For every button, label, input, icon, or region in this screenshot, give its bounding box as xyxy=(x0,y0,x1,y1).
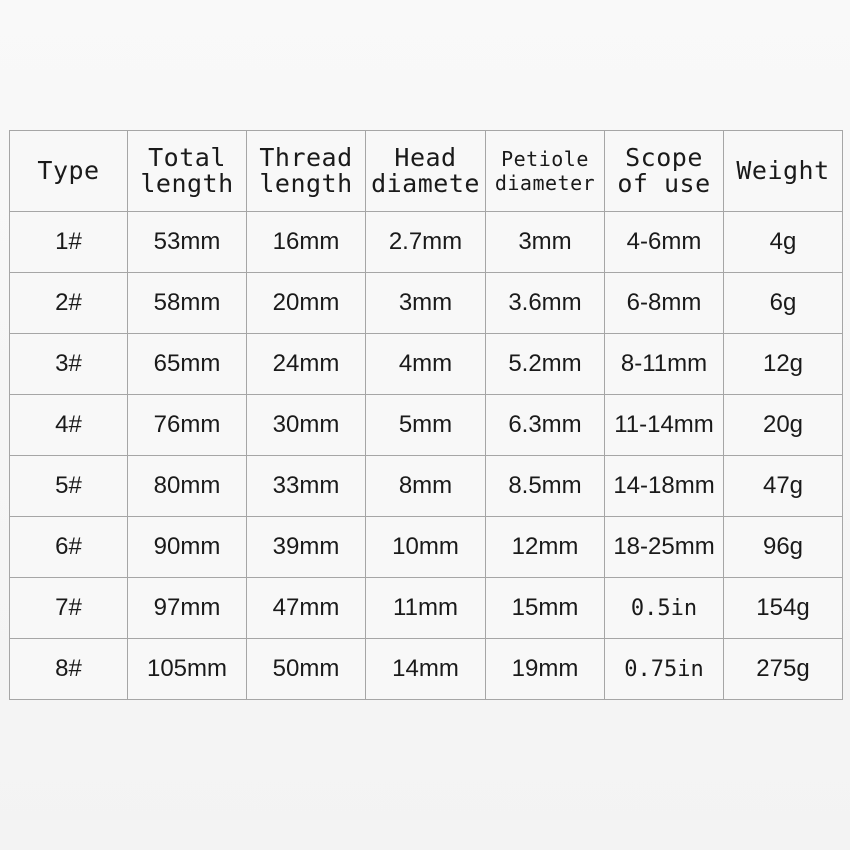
cell-petiole-diameter: 12mm xyxy=(486,517,605,578)
table-row xyxy=(10,395,843,456)
header-total-length-line-1: Total xyxy=(148,143,226,172)
cell-scope-of-use: 4-6mm xyxy=(605,212,724,273)
cell-thread-length: 39mm xyxy=(247,517,366,578)
cell-type: 3# xyxy=(10,334,128,395)
cell-thread-length: 50mm xyxy=(247,639,366,700)
cell-total-length: 97mm xyxy=(128,578,247,639)
header-weight xyxy=(724,131,843,212)
table-row xyxy=(10,456,843,517)
cell-weight: 4g xyxy=(724,212,843,273)
cell-type: 8# xyxy=(10,639,128,700)
table-row xyxy=(10,273,843,334)
cell-weight: 6g xyxy=(724,273,843,334)
cell-total-length: 58mm xyxy=(128,273,247,334)
header-total-length-line-2: length xyxy=(140,169,234,198)
cell-head-diameter: 2.7mm xyxy=(366,212,486,273)
cell-total-length: 80mm xyxy=(128,456,247,517)
cell-head-diameter: 4mm xyxy=(366,334,486,395)
header-scope-of-use-line-1: Scope xyxy=(625,143,703,172)
cell-type: 7# xyxy=(10,578,128,639)
header-petiole-diameter-line-2: diameter xyxy=(494,171,596,195)
cell-type: 6# xyxy=(10,517,128,578)
cell-scope-of-use: 18-25mm xyxy=(605,517,724,578)
spec-table xyxy=(9,130,843,700)
header-total-length xyxy=(128,131,247,212)
cell-head-diameter: 14mm xyxy=(366,639,486,700)
cell-head-diameter: 8mm xyxy=(366,456,486,517)
cell-head-diameter: 11mm xyxy=(366,578,486,639)
table-row xyxy=(10,212,843,273)
cell-thread-length: 33mm xyxy=(247,456,366,517)
cell-weight: 96g xyxy=(724,517,843,578)
cell-petiole-diameter: 19mm xyxy=(486,639,605,700)
table-row xyxy=(10,517,843,578)
cell-thread-length: 20mm xyxy=(247,273,366,334)
cell-scope-of-use: 14-18mm xyxy=(605,456,724,517)
header-thread-length xyxy=(247,131,366,212)
cell-weight: 12g xyxy=(724,334,843,395)
table-row xyxy=(10,578,843,639)
cell-weight: 154g xyxy=(724,578,843,639)
cell-scope-of-use: 0.5in xyxy=(605,578,724,639)
cell-petiole-diameter: 15mm xyxy=(486,578,605,639)
header-scope-of-use xyxy=(605,131,724,212)
cell-weight: 20g xyxy=(724,395,843,456)
cell-head-diameter: 3mm xyxy=(366,273,486,334)
cell-scope-of-use: 6-8mm xyxy=(605,273,724,334)
cell-type: 1# xyxy=(10,212,128,273)
header-petiole-diameter xyxy=(486,131,605,212)
cell-petiole-diameter: 5.2mm xyxy=(486,334,605,395)
header-type xyxy=(10,131,128,212)
header-thread-length-line-1: Thread xyxy=(259,143,353,172)
header-scope-of-use-line-2: of use xyxy=(617,169,711,198)
cell-thread-length: 24mm xyxy=(247,334,366,395)
header-row xyxy=(10,131,843,212)
cell-weight: 275g xyxy=(724,639,843,700)
cell-scope-of-use: 8-11mm xyxy=(605,334,724,395)
header-weight-label: Weight xyxy=(736,156,830,185)
header-type-label: Type xyxy=(37,156,100,185)
cell-thread-length: 30mm xyxy=(247,395,366,456)
cell-head-diameter: 10mm xyxy=(366,517,486,578)
table-row xyxy=(10,334,843,395)
header-head-diameter-line-2: diamete xyxy=(371,169,480,198)
header-petiole-diameter-line-1: Petiole xyxy=(501,147,589,171)
cell-type: 5# xyxy=(10,456,128,517)
cell-type: 4# xyxy=(10,395,128,456)
cell-petiole-diameter: 3.6mm xyxy=(486,273,605,334)
cell-petiole-diameter: 3mm xyxy=(486,212,605,273)
cell-total-length: 105mm xyxy=(128,639,247,700)
header-thread-length-line-2: length xyxy=(259,169,353,198)
cell-thread-length: 16mm xyxy=(247,212,366,273)
cell-total-length: 53mm xyxy=(128,212,247,273)
header-head-diameter xyxy=(366,131,486,212)
cell-total-length: 76mm xyxy=(128,395,247,456)
cell-scope-of-use: 11-14mm xyxy=(605,395,724,456)
cell-petiole-diameter: 8.5mm xyxy=(486,456,605,517)
cell-total-length: 90mm xyxy=(128,517,247,578)
cell-weight: 47g xyxy=(724,456,843,517)
cell-type: 2# xyxy=(10,273,128,334)
cell-thread-length: 47mm xyxy=(247,578,366,639)
cell-total-length: 65mm xyxy=(128,334,247,395)
cell-petiole-diameter: 6.3mm xyxy=(486,395,605,456)
cell-head-diameter: 5mm xyxy=(366,395,486,456)
table-row xyxy=(10,639,843,700)
cell-scope-of-use: 0.75in xyxy=(605,639,724,700)
header-head-diameter-line-1: Head xyxy=(394,143,457,172)
